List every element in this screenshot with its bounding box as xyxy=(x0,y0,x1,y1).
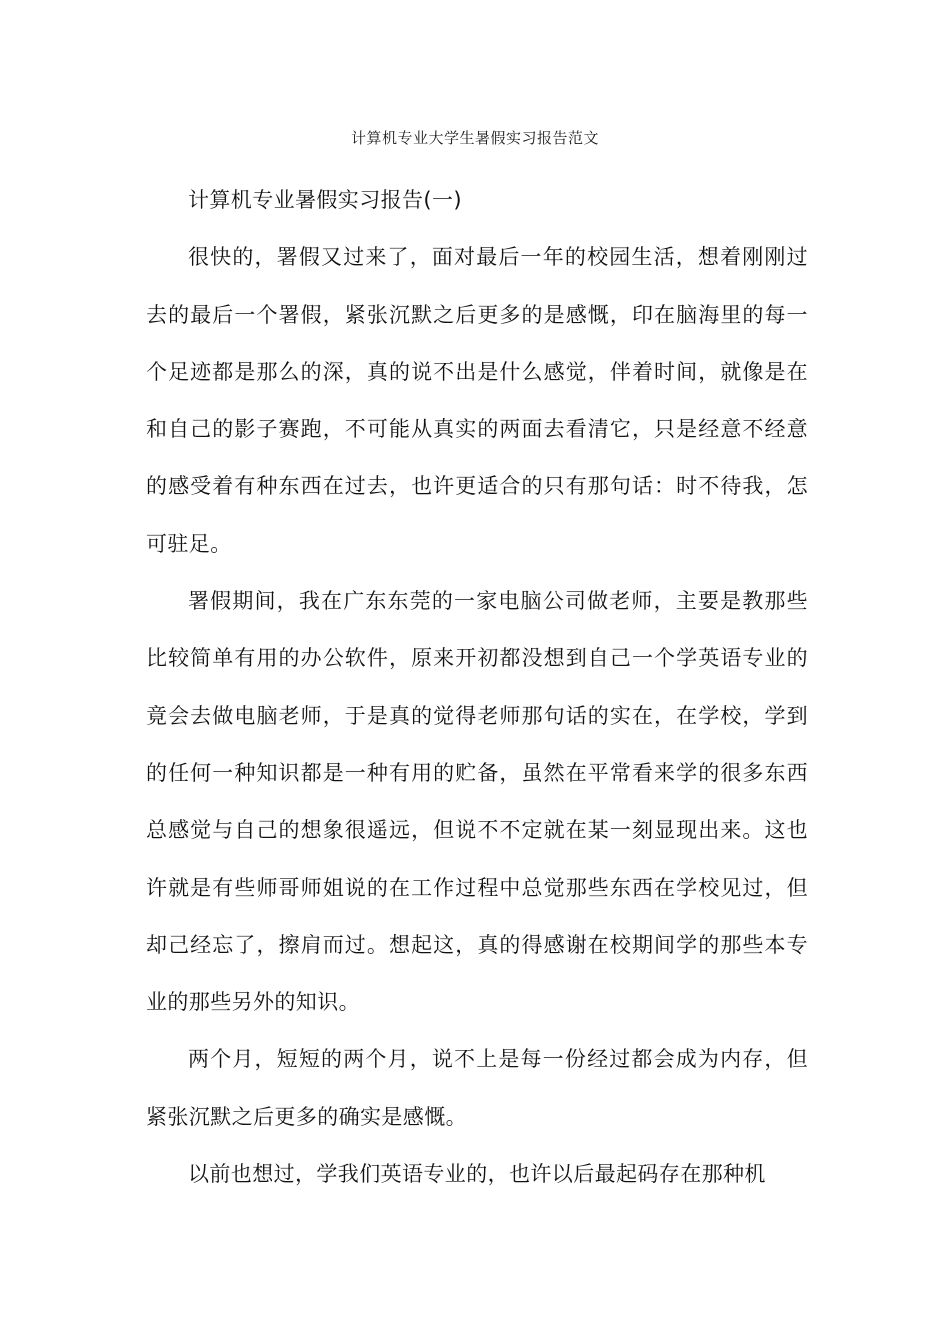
section-heading: 计算机专业暑假实习报告(一) xyxy=(188,188,462,212)
document-title: 计算机专业大学生暑假实习报告范文 xyxy=(350,129,599,147)
paragraph-4: 以前也想过，学我们英语专业的，也许以后最起码存在那种机 xyxy=(188,1162,766,1187)
paragraph-3: 两个月，短短的两个月，说不上是每一份经过都会成为内存，但紧张沉默之后更多的确实是感慨。 xyxy=(146,1047,808,1129)
paragraph-1: 很快的，署假又过来了，面对最后一年的校园生活，想着刚刚过去的最后一个署假，紧张沉默之后更多的是感慨，印在脑海里的每一个足迹都是那么的深，真的说不出是什么感觉，伴着时间，就像是在和自己的影子赛跑，不可能从真实的两面去看清它，只是经意不经意的感受着有种东西在过去，也许更适合的只有那句话：时不待我，怎可驻足。 xyxy=(146,245,808,556)
paragraph-2: 署假期间，我在广东东莞的一家电脑公司做老师，主要是教那些比较简单有用的办公软件，原来开初都没想到自己一个学英语专业的竟会去做电脑老师，于是真的觉得老师那句话的实在，在学校，学到的任何一种知识都是一种有用的贮备，虽然在平常看来学的很多东西总感觉与自己的想象很遥远，但说不不定就在某一刻显现出来。这也许就是有些师哥师姐说的在工作过程中总觉那些东西在学校见过，但却己经忘了，擦肩而过。想起这，真的得感谢在校期间学的那些本专业的那些另外的知识。 xyxy=(146,589,808,1015)
document-body xyxy=(146,172,808,1203)
